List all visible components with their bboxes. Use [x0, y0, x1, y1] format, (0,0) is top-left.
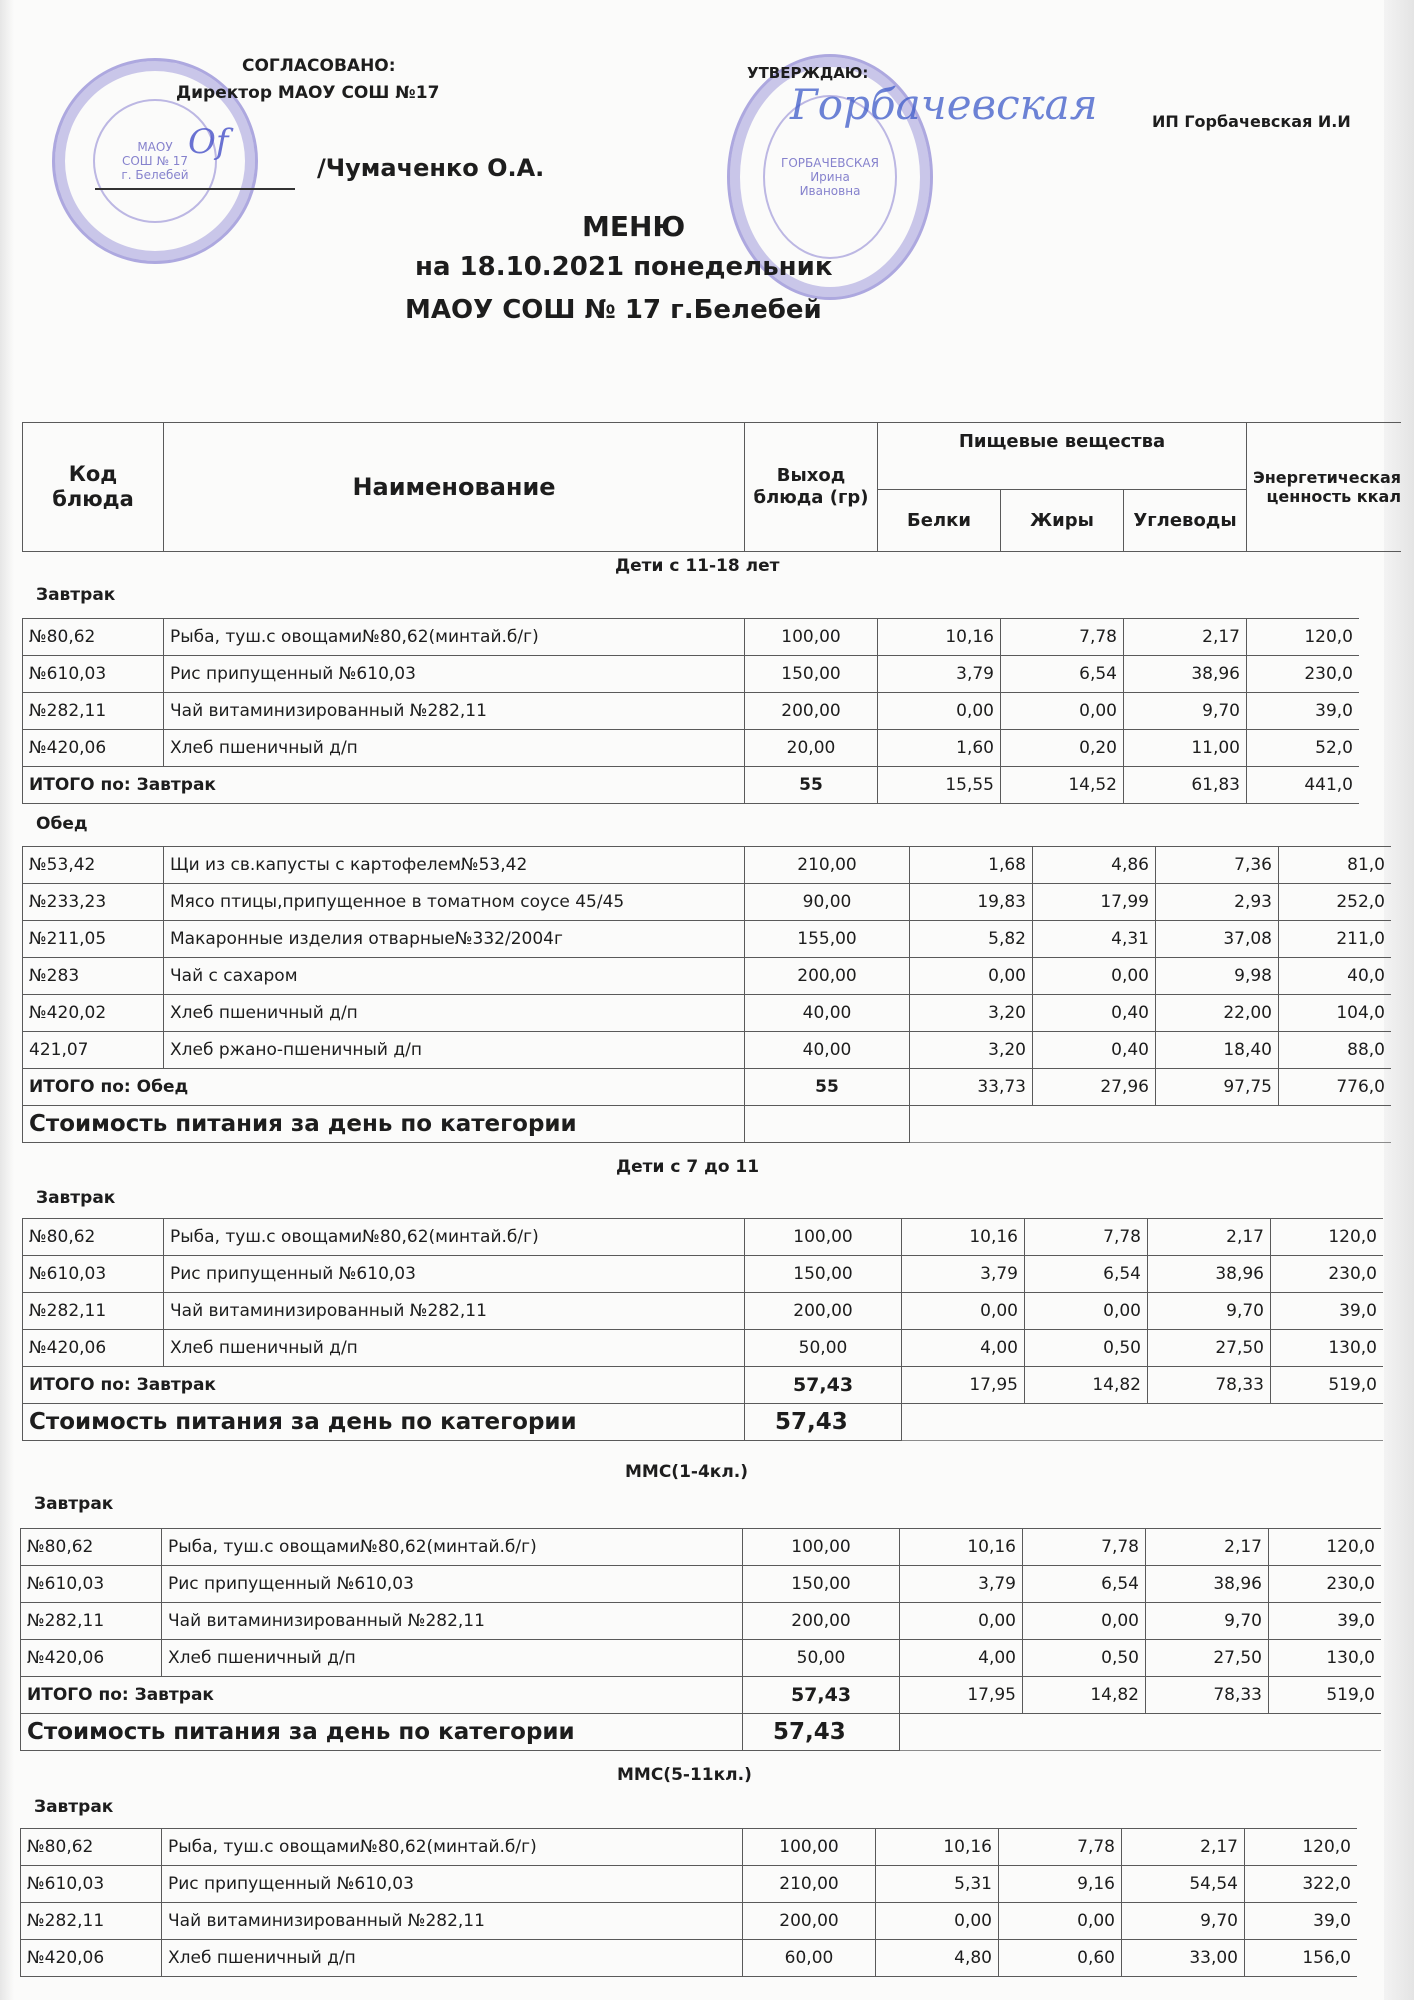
- dish-carbs: 2,17: [1122, 1829, 1245, 1866]
- dish-carbs: 11,00: [1124, 730, 1247, 767]
- dish-output: 50,00: [743, 1640, 900, 1677]
- cost-row: [21, 1714, 1382, 1751]
- cost-row: [23, 1404, 1384, 1441]
- group-title: Дети с 7 до 11: [616, 1157, 760, 1177]
- dish-carbs: 7,36: [1156, 847, 1279, 884]
- dish-name: Рис припущенный №610,03: [162, 1566, 743, 1603]
- dish-proteins: 0,00: [902, 1293, 1025, 1330]
- table-row: [21, 1903, 1358, 1940]
- dish-proteins: 0,00: [878, 693, 1001, 730]
- cost-empty: [902, 1404, 1384, 1441]
- dish-name: Макаронные изделия отварные№332/2004г: [164, 921, 745, 958]
- dish-name: Хлеб ржано-пшеничный д/п: [164, 1032, 745, 1069]
- dish-output: 210,00: [743, 1866, 876, 1903]
- dish-fats: 0,00: [1033, 958, 1156, 995]
- meal-title: Обед: [36, 814, 88, 834]
- dish-output: 100,00: [743, 1529, 900, 1566]
- dish-kcal: 120,0: [1245, 1829, 1358, 1866]
- dish-carbs: 2,17: [1146, 1529, 1269, 1566]
- dish-kcal: 230,0: [1271, 1256, 1384, 1293]
- cost-value: [745, 1106, 910, 1143]
- dish-output: 40,00: [745, 1032, 910, 1069]
- menu-table-group-0-lunch: [22, 846, 1391, 1143]
- school-name: МАОУ СОШ № 17 г.Белебей: [405, 295, 822, 325]
- dish-fats: 0,50: [1025, 1330, 1148, 1367]
- dish-fats: 0,00: [1023, 1603, 1146, 1640]
- dish-code: №53,42: [23, 847, 164, 884]
- header-fats: Жиры: [1001, 490, 1124, 552]
- dish-proteins: 0,00: [876, 1903, 999, 1940]
- dish-code: №610,03: [23, 656, 164, 693]
- dish-name: Хлеб пшеничный д/п: [164, 1330, 745, 1367]
- total-proteins: 33,73: [910, 1069, 1033, 1106]
- dish-proteins: 19,83: [910, 884, 1033, 921]
- dish-code: №420,06: [23, 1330, 164, 1367]
- dish-kcal: 81,0: [1279, 847, 1392, 884]
- dish-kcal: 130,0: [1271, 1330, 1384, 1367]
- dish-proteins: 3,79: [878, 656, 1001, 693]
- dish-kcal: 120,0: [1247, 619, 1360, 656]
- dish-proteins: 0,00: [900, 1603, 1023, 1640]
- dish-code: №80,62: [23, 619, 164, 656]
- meal-title: Завтрак: [36, 585, 116, 605]
- dish-name: Рис припущенный №610,03: [164, 656, 745, 693]
- total-fats: 14,52: [1001, 767, 1124, 804]
- total-label: ИТОГО по: Завтрак: [23, 767, 745, 804]
- dish-kcal: 211,0: [1279, 921, 1392, 958]
- total-label: ИТОГО по: Завтрак: [23, 1367, 745, 1404]
- dish-fats: 7,78: [1001, 619, 1124, 656]
- dish-carbs: 38,96: [1124, 656, 1247, 693]
- dish-carbs: 9,98: [1156, 958, 1279, 995]
- table-row: [21, 1866, 1358, 1903]
- table-row: [21, 1529, 1382, 1566]
- table-row: [23, 656, 1360, 693]
- dish-output: 100,00: [743, 1829, 876, 1866]
- dish-fats: 7,78: [999, 1829, 1122, 1866]
- dish-kcal: 120,0: [1271, 1219, 1384, 1256]
- dish-code: №420,06: [21, 1940, 162, 1977]
- total-fats: 14,82: [1023, 1677, 1146, 1714]
- dish-code: №282,11: [21, 1903, 162, 1940]
- stamp-line: СОШ № 17: [121, 154, 189, 168]
- dish-fats: 0,40: [1033, 995, 1156, 1032]
- group-title: ММС(1-4кл.): [625, 1462, 749, 1482]
- total-proteins: 17,95: [902, 1367, 1025, 1404]
- dish-proteins: 4,00: [900, 1640, 1023, 1677]
- table-row: [21, 1603, 1382, 1640]
- total-proteins: 15,55: [878, 767, 1001, 804]
- dish-kcal: 104,0: [1279, 995, 1392, 1032]
- cost-empty: [910, 1106, 1392, 1143]
- director-position: Директор МАОУ СОШ №17: [176, 83, 440, 103]
- stamp-line: г. Белебей: [121, 168, 189, 182]
- dish-code: №610,03: [23, 1256, 164, 1293]
- dish-kcal: 120,0: [1269, 1529, 1382, 1566]
- total-carbs: 78,33: [1148, 1367, 1271, 1404]
- scan-edge-left: [0, 0, 14, 2000]
- dish-code: №610,03: [21, 1866, 162, 1903]
- dish-fats: 0,60: [999, 1940, 1122, 1977]
- total-fats: 14,82: [1025, 1367, 1148, 1404]
- dish-kcal: 39,0: [1245, 1903, 1358, 1940]
- total-row: [23, 1367, 1384, 1404]
- stamp-line: Ивановна: [799, 184, 861, 198]
- meal-title: Завтрак: [34, 1797, 114, 1817]
- dish-name: Рыба, туш.с овощами№80,62(минтай.б/г): [162, 1829, 743, 1866]
- dish-code: 421,07: [23, 1032, 164, 1069]
- dish-output: 150,00: [745, 656, 878, 693]
- dish-name: Чай витаминизированный №282,11: [164, 1293, 745, 1330]
- table-row: [23, 995, 1392, 1032]
- dish-proteins: 5,82: [910, 921, 1033, 958]
- dish-code: №80,62: [21, 1829, 162, 1866]
- dish-proteins: 3,79: [900, 1566, 1023, 1603]
- dish-fats: 17,99: [1033, 884, 1156, 921]
- dish-carbs: 18,40: [1156, 1032, 1279, 1069]
- dish-code: №211,05: [23, 921, 164, 958]
- dish-kcal: 40,0: [1279, 958, 1392, 995]
- dish-code: №80,62: [23, 1219, 164, 1256]
- dish-proteins: 4,80: [876, 1940, 999, 1977]
- total-row: [21, 1677, 1382, 1714]
- dish-name: Хлеб пшеничный д/п: [164, 730, 745, 767]
- total-kcal: 519,0: [1271, 1367, 1384, 1404]
- dish-output: 200,00: [745, 1293, 902, 1330]
- cost-value: 57,43: [745, 1404, 902, 1441]
- table-row: [23, 619, 1360, 656]
- dish-carbs: 38,96: [1146, 1566, 1269, 1603]
- dish-carbs: 38,96: [1148, 1256, 1271, 1293]
- dish-name: Щи из св.капусты с картофелем№53,42: [164, 847, 745, 884]
- total-kcal: 441,0: [1247, 767, 1360, 804]
- dish-output: 200,00: [745, 958, 910, 995]
- dish-proteins: 4,00: [902, 1330, 1025, 1367]
- agreed-label: СОГЛАСОВАНО:: [242, 56, 396, 76]
- dish-name: Рыба, туш.с овощами№80,62(минтай.б/г): [164, 619, 745, 656]
- dish-fats: 4,86: [1033, 847, 1156, 884]
- dish-carbs: 9,70: [1124, 693, 1247, 730]
- dish-carbs: 54,54: [1122, 1866, 1245, 1903]
- total-label: ИТОГО по: Обед: [23, 1069, 745, 1106]
- stamp-line: Ирина: [810, 170, 850, 184]
- dish-output: 40,00: [745, 995, 910, 1032]
- dish-code: №420,06: [21, 1640, 162, 1677]
- dish-carbs: 27,50: [1146, 1640, 1269, 1677]
- dish-fats: 0,00: [1025, 1293, 1148, 1330]
- dish-code: №283: [23, 958, 164, 995]
- dish-output: 200,00: [743, 1903, 876, 1940]
- dish-code: №420,02: [23, 995, 164, 1032]
- dish-fats: 6,54: [1025, 1256, 1148, 1293]
- dish-output: 150,00: [743, 1566, 900, 1603]
- dish-name: Мясо птицы,припущенное в томатном соусе 45/45: [164, 884, 745, 921]
- dish-proteins: 1,60: [878, 730, 1001, 767]
- header-proteins: Белки: [878, 490, 1001, 552]
- total-kcal: 519,0: [1269, 1677, 1382, 1714]
- total-proteins: 17,95: [900, 1677, 1023, 1714]
- cost-empty: [900, 1714, 1382, 1751]
- dish-fats: 0,40: [1033, 1032, 1156, 1069]
- dish-output: 210,00: [745, 847, 910, 884]
- header-energy: Энергетическая ценность ккал: [1247, 423, 1402, 552]
- document-date: на 18.10.2021 понедельник: [415, 252, 833, 282]
- dish-output: 155,00: [745, 921, 910, 958]
- dish-code: №610,03: [21, 1566, 162, 1603]
- table-row: [23, 958, 1392, 995]
- dish-carbs: 22,00: [1156, 995, 1279, 1032]
- dish-output: 200,00: [745, 693, 878, 730]
- dish-fats: 4,31: [1033, 921, 1156, 958]
- dish-proteins: 10,16: [900, 1529, 1023, 1566]
- dish-proteins: 3,20: [910, 995, 1033, 1032]
- director-name: /Чумаченко О.А.: [317, 154, 545, 182]
- dish-name: Чай витаминизированный №282,11: [162, 1603, 743, 1640]
- dish-code: №282,11: [23, 693, 164, 730]
- meal-title: Завтрак: [34, 1494, 114, 1514]
- dish-fats: 0,50: [1023, 1640, 1146, 1677]
- dish-output: 100,00: [745, 619, 878, 656]
- dish-proteins: 10,16: [878, 619, 1001, 656]
- cost-label: Стоимость питания за день по категории: [23, 1106, 745, 1143]
- dish-fats: 6,54: [1023, 1566, 1146, 1603]
- approver-name: ИП Горбачевская И.И: [1152, 112, 1351, 131]
- meal-title: Завтрак: [36, 1188, 116, 1208]
- document-title: МЕНЮ: [582, 210, 686, 243]
- dish-proteins: 3,20: [910, 1032, 1033, 1069]
- table-row: [23, 1256, 1384, 1293]
- table-row: [21, 1640, 1382, 1677]
- table-row: [23, 1330, 1384, 1367]
- dish-kcal: 252,0: [1279, 884, 1392, 921]
- dish-fats: 0,00: [999, 1903, 1122, 1940]
- group-title: ММС(5-11кл.): [617, 1765, 752, 1785]
- total-kcal: 776,0: [1279, 1069, 1392, 1106]
- dish-carbs: 33,00: [1122, 1940, 1245, 1977]
- menu-table-group-1-breakfast: [22, 1218, 1383, 1441]
- table-row: [23, 730, 1360, 767]
- total-carbs: 61,83: [1124, 767, 1247, 804]
- dish-proteins: 10,16: [876, 1829, 999, 1866]
- dish-kcal: 39,0: [1271, 1293, 1384, 1330]
- table-row: [23, 693, 1360, 730]
- dish-kcal: 130,0: [1269, 1640, 1382, 1677]
- dish-name: Чай витаминизированный №282,11: [164, 693, 745, 730]
- dish-name: Рис припущенный №610,03: [164, 1256, 745, 1293]
- dish-code: №80,62: [21, 1529, 162, 1566]
- dish-carbs: 9,70: [1122, 1903, 1245, 1940]
- total-output: 55: [745, 767, 878, 804]
- dish-output: 60,00: [743, 1940, 876, 1977]
- total-label: ИТОГО по: Завтрак: [21, 1677, 743, 1714]
- dish-name: Рис припущенный №610,03: [162, 1866, 743, 1903]
- table-row: [23, 921, 1392, 958]
- dish-carbs: 2,93: [1156, 884, 1279, 921]
- header-carbs: Углеводы: [1124, 490, 1247, 552]
- dish-carbs: 9,70: [1146, 1603, 1269, 1640]
- total-carbs: 97,75: [1156, 1069, 1279, 1106]
- table-row: [23, 1293, 1384, 1330]
- total-output: 57,43: [745, 1367, 902, 1404]
- dish-kcal: 52,0: [1247, 730, 1360, 767]
- dish-code: №282,11: [23, 1293, 164, 1330]
- dish-kcal: 230,0: [1247, 656, 1360, 693]
- dish-output: 50,00: [745, 1330, 902, 1367]
- dish-name: Хлеб пшеничный д/п: [162, 1940, 743, 1977]
- dish-name: Чай витаминизированный №282,11: [162, 1903, 743, 1940]
- dish-carbs: 2,17: [1124, 619, 1247, 656]
- table-row: [23, 847, 1392, 884]
- dish-output: 150,00: [745, 1256, 902, 1293]
- dish-name: Рыба, туш.с овощами№80,62(минтай.б/г): [164, 1219, 745, 1256]
- total-output: 55: [745, 1069, 910, 1106]
- dish-proteins: 0,00: [910, 958, 1033, 995]
- group-title: Дети с 11-18 лет: [615, 556, 780, 576]
- dish-fats: 7,78: [1023, 1529, 1146, 1566]
- dish-name: Хлеб пшеничный д/п: [162, 1640, 743, 1677]
- dish-fats: 0,20: [1001, 730, 1124, 767]
- dish-fats: 0,00: [1001, 693, 1124, 730]
- signature-line: [95, 188, 295, 190]
- total-output: 57,43: [743, 1677, 900, 1714]
- dish-kcal: 88,0: [1279, 1032, 1392, 1069]
- menu-table-group-3-breakfast: [20, 1828, 1357, 1977]
- dish-proteins: 3,79: [902, 1256, 1025, 1293]
- dish-output: 200,00: [743, 1603, 900, 1640]
- menu-table-group-0-breakfast: [22, 618, 1359, 804]
- dish-code: №282,11: [21, 1603, 162, 1640]
- table-row: [23, 884, 1392, 921]
- table-row: [23, 1032, 1392, 1069]
- stamp-line: МАОУ: [137, 140, 173, 154]
- stamp-line: ГОРБАЧЕВСКАЯ: [781, 156, 879, 170]
- dish-carbs: 37,08: [1156, 921, 1279, 958]
- cost-label: Стоимость питания за день по категории: [23, 1404, 745, 1441]
- dish-code: №233,23: [23, 884, 164, 921]
- menu-table-group-2-breakfast: [20, 1528, 1381, 1751]
- menu-table-header: [22, 422, 1401, 552]
- dish-fats: 7,78: [1025, 1219, 1148, 1256]
- dish-name: Чай с сахаром: [164, 958, 745, 995]
- dish-fats: 6,54: [1001, 656, 1124, 693]
- dish-kcal: 156,0: [1245, 1940, 1358, 1977]
- total-fats: 27,96: [1033, 1069, 1156, 1106]
- dish-name: Рыба, туш.с овощами№80,62(минтай.б/г): [162, 1529, 743, 1566]
- header-code: Код блюда: [23, 423, 164, 552]
- cost-value: 57,43: [743, 1714, 900, 1751]
- approver-signature: Горбачевская: [790, 80, 1098, 129]
- header-nutrients: Пищевые вещества: [878, 423, 1247, 490]
- dish-carbs: 2,17: [1148, 1219, 1271, 1256]
- table-row: [21, 1566, 1382, 1603]
- header-name: Наименование: [164, 423, 745, 552]
- dish-output: 20,00: [745, 730, 878, 767]
- dish-carbs: 9,70: [1148, 1293, 1271, 1330]
- dish-kcal: 39,0: [1247, 693, 1360, 730]
- table-row: [21, 1940, 1358, 1977]
- dish-carbs: 27,50: [1148, 1330, 1271, 1367]
- total-row: [23, 767, 1360, 804]
- total-row: [23, 1069, 1392, 1106]
- director-signature: Of: [188, 122, 229, 162]
- dish-fats: 9,16: [999, 1866, 1122, 1903]
- total-carbs: 78,33: [1146, 1677, 1269, 1714]
- dish-kcal: 230,0: [1269, 1566, 1382, 1603]
- dish-code: №420,06: [23, 730, 164, 767]
- dish-proteins: 10,16: [902, 1219, 1025, 1256]
- header-output: Выход блюда (гр): [745, 423, 878, 552]
- dish-kcal: 39,0: [1269, 1603, 1382, 1640]
- cost-row: [23, 1106, 1392, 1143]
- dish-proteins: 1,68: [910, 847, 1033, 884]
- approved-label: УТВЕРЖДАЮ:: [747, 64, 869, 82]
- dish-output: 90,00: [745, 884, 910, 921]
- dish-name: Хлеб пшеничный д/п: [164, 995, 745, 1032]
- table-row: [21, 1829, 1358, 1866]
- dish-output: 100,00: [745, 1219, 902, 1256]
- dish-kcal: 322,0: [1245, 1866, 1358, 1903]
- table-row: [23, 1219, 1384, 1256]
- dish-proteins: 5,31: [876, 1866, 999, 1903]
- cost-label: Стоимость питания за день по категории: [21, 1714, 743, 1751]
